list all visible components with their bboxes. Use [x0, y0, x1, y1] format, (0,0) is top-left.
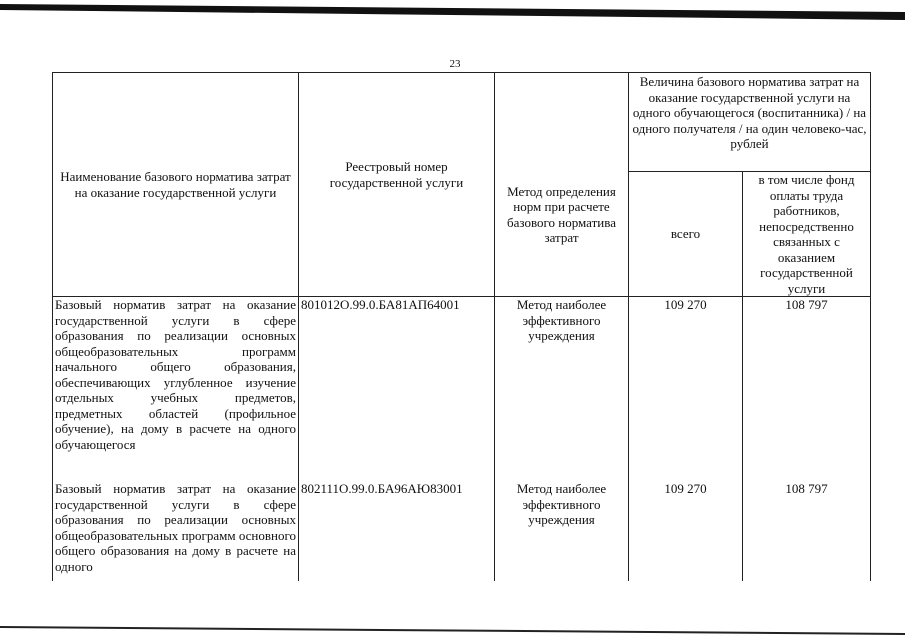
header-total: всего [629, 172, 743, 297]
norm-name-cell: Базовый норматив затрат на оказание государственной услуги в сфере образования по реализации основных общеобразовательных программ начального общего образования, обеспечивающих углубленное изучение отдельных учебных предметов, предметных областей (профильное обучение), на дому в расчете на одного обучающегося [53, 297, 299, 482]
registry-number-cell: 802111О.99.0.БА96АЮ83001 [299, 481, 495, 581]
header-norm-name: Наименование базового норматива затрат на оказание государственной услуги [53, 73, 299, 297]
table-row [53, 481, 871, 581]
page-number: 23 [449, 58, 461, 70]
top-border-line [0, 2, 905, 20]
method-cell: Метод наиболее эффективного учреждения [495, 481, 629, 581]
base-norm-table [52, 72, 871, 581]
header-norm-value: Величина базового норматива затрат на оказание государственной услуги на одного обучающегося (воспитанника) / на одного получателя / на один человеко-час, рублей [629, 73, 871, 172]
bottom-border-line [0, 625, 905, 635]
total-value-cell: 109 270 [629, 297, 743, 482]
wage-fund-value-cell: 108 797 [743, 481, 871, 581]
header-registry-number: Реестровый номер государственной услуги [299, 73, 495, 297]
header-wage-fund: в том числе фонд оплаты труда работников, непосредственно связанных с оказанием государственной услуги [743, 172, 871, 297]
wage-fund-value-cell: 108 797 [743, 297, 871, 482]
registry-number-cell: 801012О.99.0.БА81АП64001 [299, 297, 495, 482]
total-value-cell: 109 270 [629, 481, 743, 581]
method-cell: Метод наиболее эффективного учреждения [495, 297, 629, 482]
norm-name-cell: Базовый норматив затрат на оказание государственной услуги в сфере образования по реализации основных общеобразовательных программ основного общего образования на дому в расчете на одного [53, 481, 299, 581]
table-row [53, 297, 871, 482]
header-method: Метод определения норм при расчете базового норматива затрат [495, 73, 629, 297]
